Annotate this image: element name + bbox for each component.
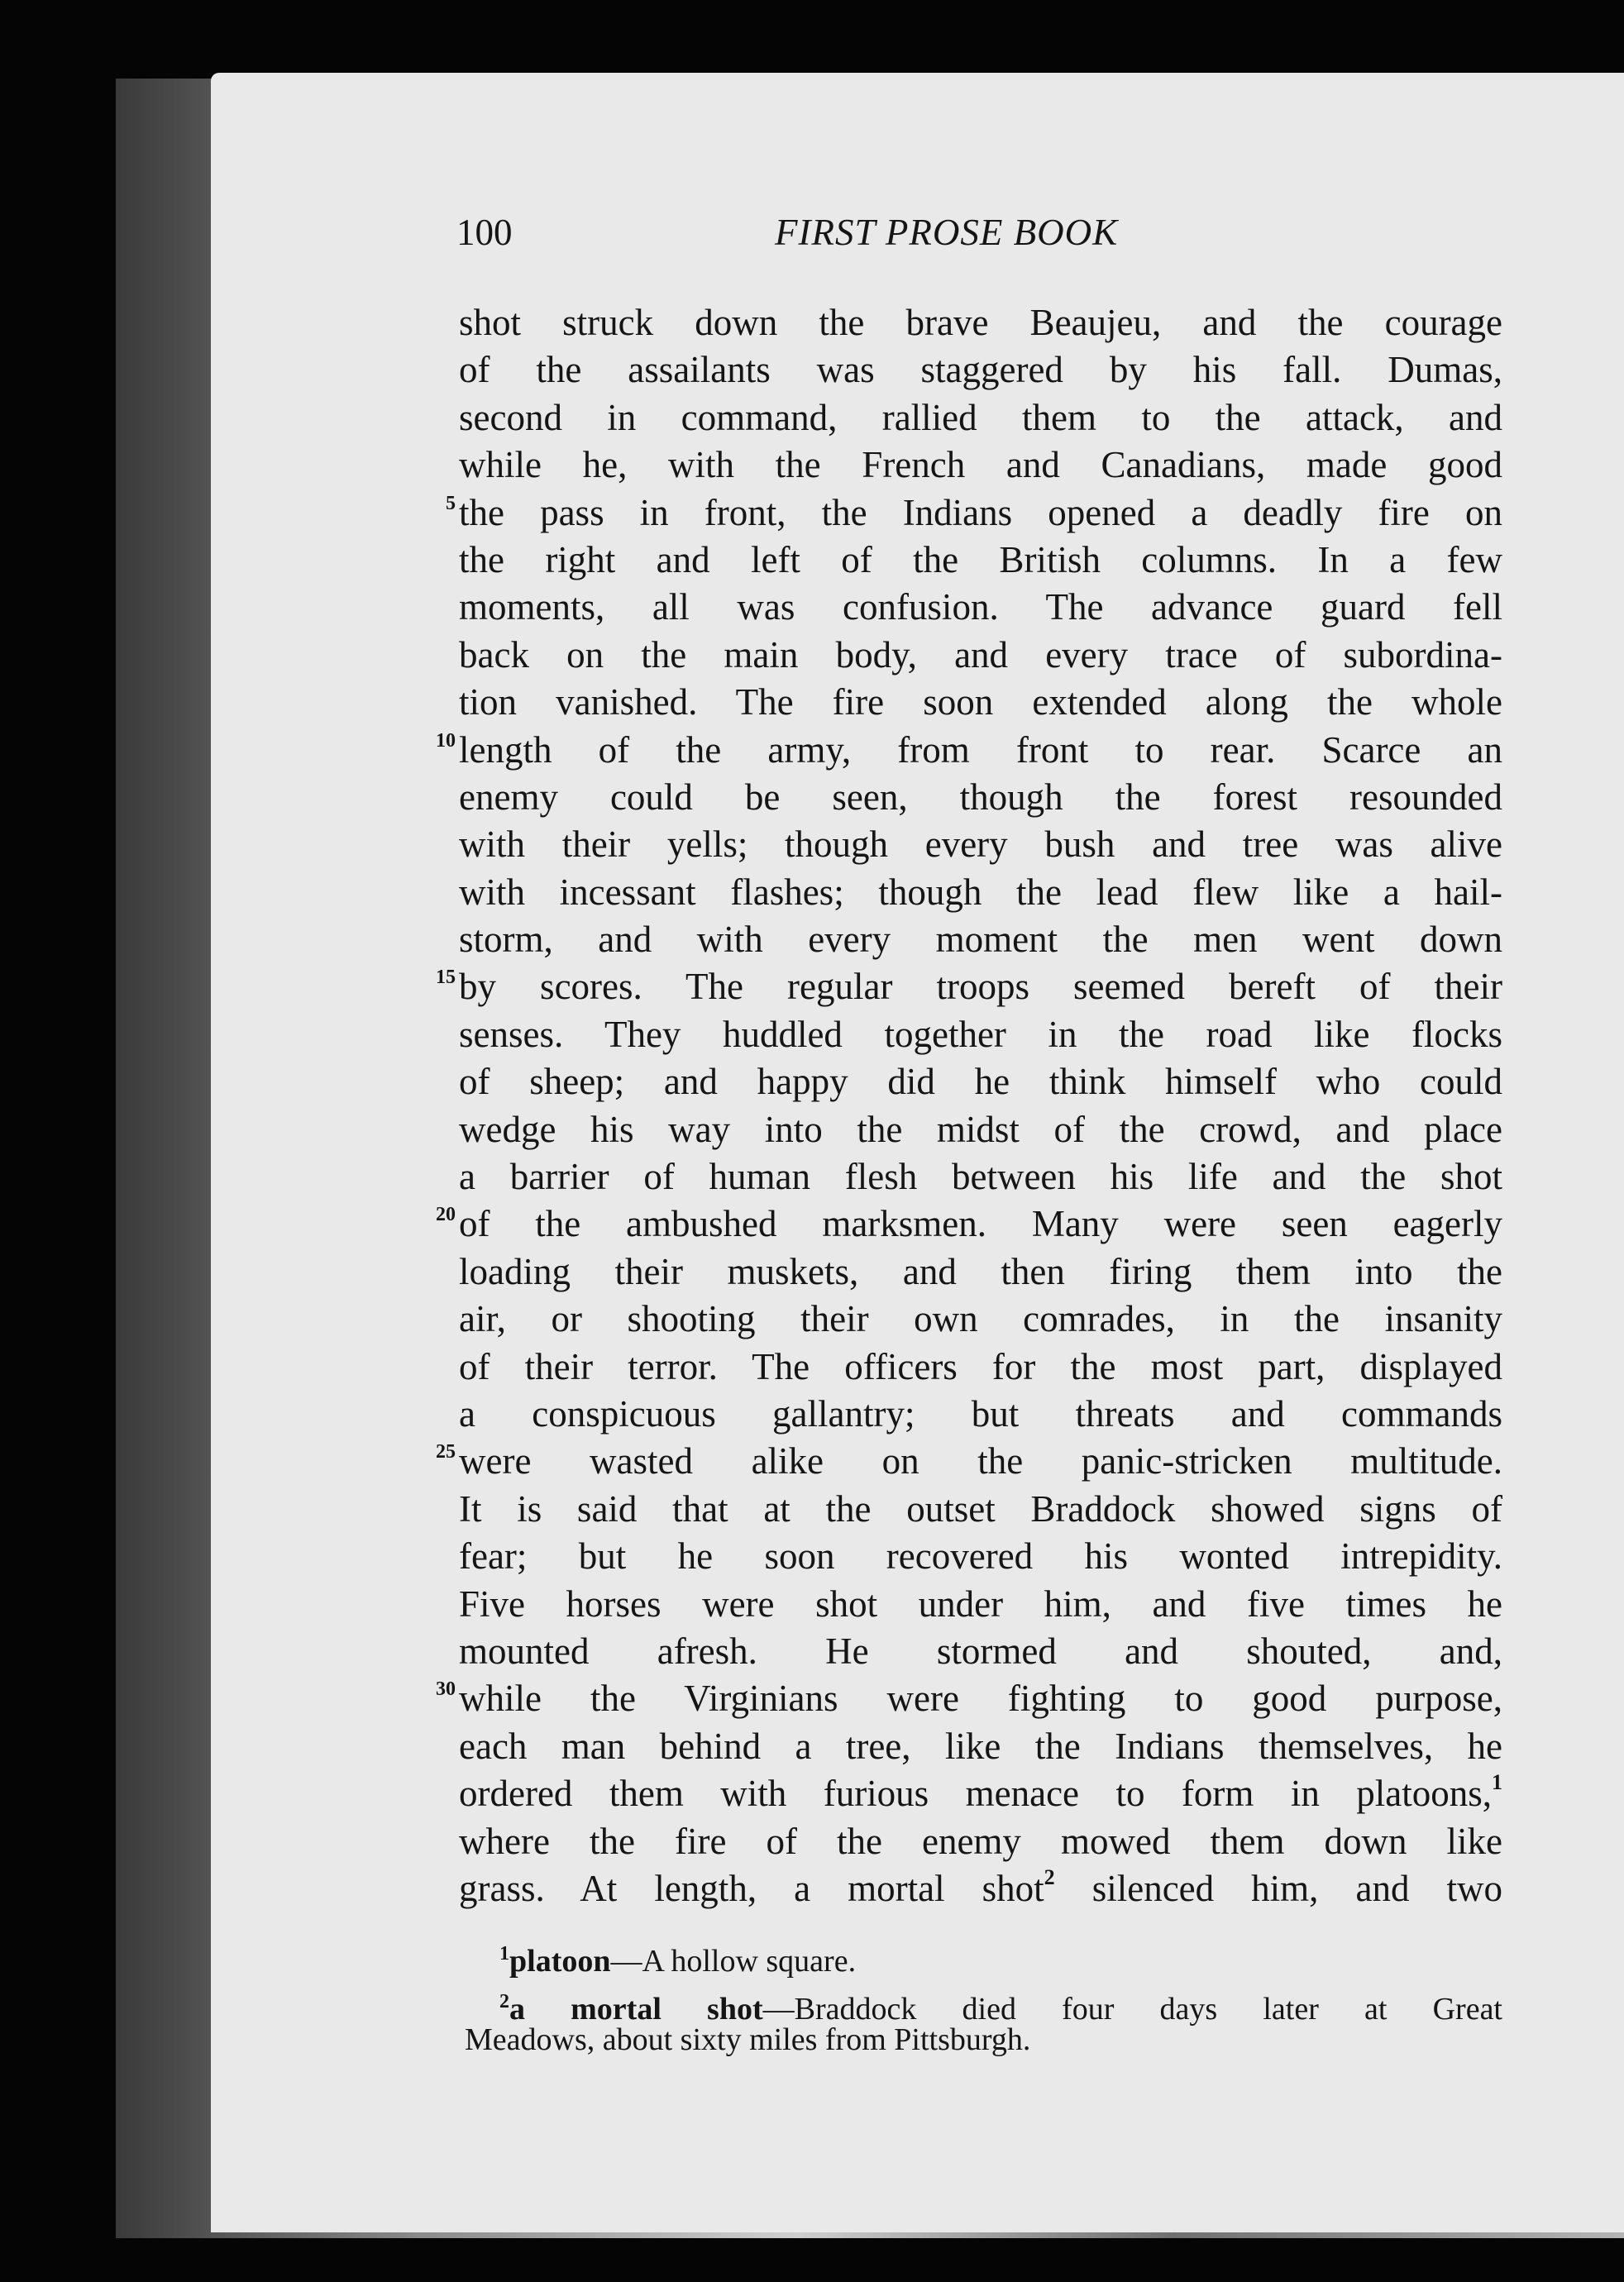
body-text: [436, 299, 1502, 1912]
line-number: 20: [436, 1204, 456, 1226]
text-line: grass. At length, a mortal shot$^2$ silenced him, and two: [459, 1864, 1502, 1909]
line-number: 25: [436, 1441, 456, 1463]
text-line: each man behind a tree, like the Indians themselves, he: [459, 1725, 1502, 1767]
text-line: 5 the pass in front, the Indians opened a deadly fire on: [459, 489, 1502, 537]
line-number: 10: [436, 729, 456, 752]
line-number: 15: [436, 967, 456, 989]
text-line: senses. They huddled together in the road like flocks: [459, 1013, 1502, 1055]
text-line: a barrier of human flesh between his life and the shot: [459, 1156, 1502, 1198]
text-line: of the assailants was staggered by his fall. Dumas,: [459, 349, 1502, 391]
text-line: with incessant flashes; though the lead flew like a hail-: [459, 871, 1502, 913]
text-line: Five horses were shot under him, and five times he: [459, 1583, 1502, 1625]
text-line: 25 were wasted alike on the panic-stricken multitude.: [459, 1438, 1502, 1485]
footnote-reference: 1: [1492, 1770, 1502, 1795]
footnote: [465, 1983, 1502, 2027]
line-number: 5: [446, 492, 456, 514]
footnote-text: —Braddock died four days later at Great: [762, 1992, 1502, 2027]
text-line: ordered them with furious menace to form in platoons,$^1$: [459, 1770, 1502, 1815]
footnote: [465, 1935, 1502, 1979]
text-line: enemy could be seen, though the forest resounded: [459, 776, 1502, 818]
running-title: FIRST PROSE BOOK: [775, 212, 1119, 253]
text-line: It is said that at the outset Braddock showed signs of: [459, 1487, 1502, 1530]
text-line: 10 length of the army, from front to rear. Scarce an: [459, 727, 1502, 774]
footnote-reference: 2: [1044, 1864, 1055, 1889]
text-line: storm, and with every moment the men went down: [459, 919, 1502, 961]
footnotes: [465, 1935, 1502, 2059]
text-line: a conspicuous gallantry; but threats and commands: [459, 1392, 1502, 1435]
text-line: mounted afresh. He stormed and shouted, and,: [459, 1630, 1502, 1672]
text-line: moments, all was confusion. The advance guard fell: [459, 586, 1502, 628]
footnote-mark: 1: [499, 1943, 509, 1965]
text-line: loading their muskets, and then firing them into the: [459, 1250, 1502, 1292]
text-line: with their yells; though every bush and tree was alive: [459, 824, 1502, 866]
text-line: of sheep; and happy did he think himself who could: [459, 1061, 1502, 1103]
text-line: the right and left of the British columns. In a few: [459, 538, 1502, 580]
text-line: back on the main body, and every trace of subordina-: [459, 633, 1502, 676]
text-line: where the fire of the enemy mowed them down like: [459, 1820, 1502, 1862]
text-line: tion vanished. The fire soon extended along the whole: [459, 681, 1502, 723]
page-number: 100: [456, 212, 513, 253]
line-number: 30: [436, 1678, 456, 1701]
text-line: shot struck down the brave Beaujeu, and the courage: [459, 302, 1502, 343]
text-line: second in command, rallied them to the attack, and: [459, 396, 1502, 438]
page-header: [456, 211, 1498, 269]
text-line: air, or shooting their own comrades, in the insanity: [459, 1298, 1502, 1340]
text-line: 20 of the ambushed marksmen. Many were seen eagerly: [459, 1201, 1502, 1248]
text-line: 15 by scores. The regular troops seemed bereft of their: [459, 963, 1502, 1010]
text-line: while he, with the French and Canadians, made good: [459, 444, 1502, 486]
footnote-text: —A hollow square.: [610, 1944, 857, 1979]
footnote-term: a mortal shot: [509, 1992, 763, 2027]
footnote-term: platoon: [509, 1944, 611, 1979]
text-line: wedge his way into the midst of the crowd, and place: [459, 1108, 1502, 1150]
text-line: 30 while the Virginians were fighting to good purpose,: [459, 1675, 1502, 1722]
text-line: fear; but he soon recovered his wonted intrepidity.: [459, 1535, 1502, 1578]
text-line: of their terror. The officers for the most part, displayed: [459, 1345, 1502, 1387]
footnote-mark: 2: [499, 1991, 509, 2012]
footnote-continuation: Meadows, about sixty miles from Pittsburgh.: [465, 2022, 1031, 2057]
